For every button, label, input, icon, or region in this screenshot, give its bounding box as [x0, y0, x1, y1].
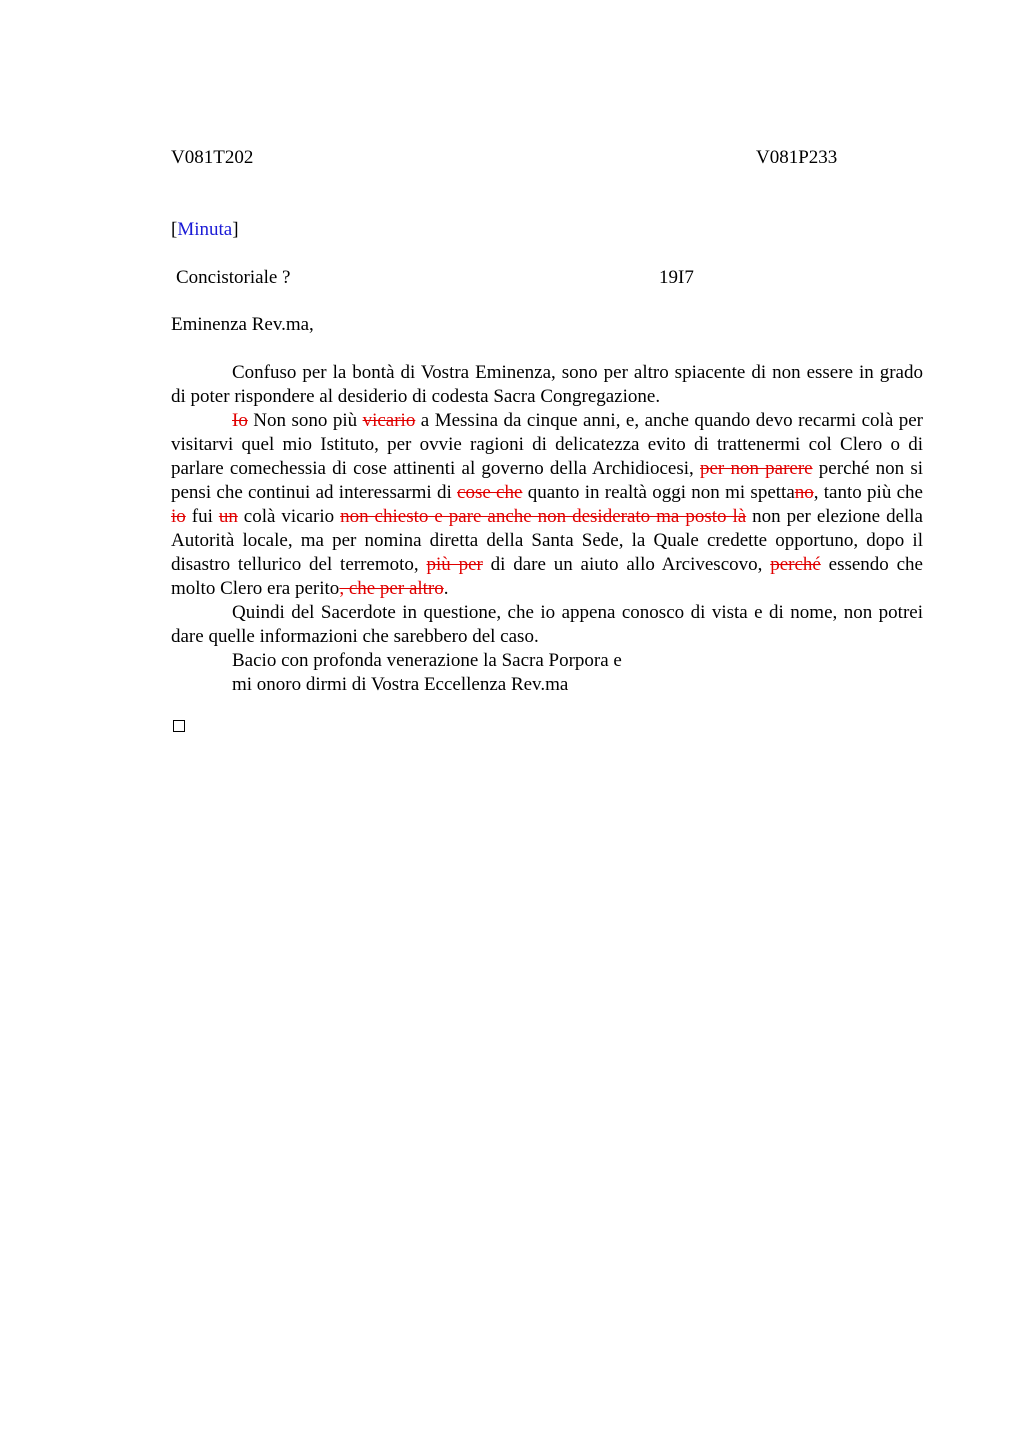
close-bracket: ]	[232, 219, 239, 240]
paragraph-text: quanto in realtà oggi non mi spetta	[522, 482, 795, 503]
checkbox-square-icon	[173, 720, 185, 732]
deleted-text: Io	[232, 410, 248, 431]
deleted-text: per non parere	[700, 458, 813, 479]
paragraph-text: Non sono più	[247, 410, 363, 431]
deleted-text: perché	[770, 554, 821, 575]
paragraph-1: Confuso per la bontà di Vostra Eminenza, sono per altro spiacente di non essere in grado di poter rispondere al desiderio di codesta Sacra Congregazione.	[171, 362, 923, 407]
left-document-code: V081T202	[171, 147, 254, 168]
deleted-text: non chiesto e pare anche non desiderato ma posto là	[340, 506, 747, 527]
paragraph-text: essendo che molto Clero era perito	[171, 554, 923, 599]
paragraph-text: colà vicario	[237, 506, 341, 527]
closing-line-1: Bacio con profonda venerazione la Sacra Porpora e	[232, 650, 622, 671]
letter-meta	[171, 267, 923, 291]
deleted-text: io	[171, 506, 186, 527]
right-document-code: V081P233	[756, 147, 838, 168]
paragraph-text: .	[443, 578, 449, 599]
deleted-text: più per	[426, 554, 483, 575]
deleted-text: , che per altro	[339, 578, 444, 599]
paragraph-text: , tanto più che	[813, 482, 923, 503]
paragraph-text: perché non si pensi che continui ad interessarmi di	[171, 458, 923, 503]
deleted-text: no	[794, 482, 814, 503]
letter-year: 19I7	[659, 267, 694, 288]
closing-line-2: mi onoro dirmi di Vostra Eccellenza Rev.ma	[232, 674, 569, 695]
document-type-label: Minuta	[177, 219, 233, 240]
salutation: Eminenza Rev.ma,	[171, 314, 314, 335]
paragraph-3: Quindi del Sacerdote in questione, che io appena conosco di vista e di nome, non potrei dare quelle informazioni che sarebbero del caso.	[171, 602, 923, 647]
paragraph-text: a Messina da cinque anni, e, anche quando devo recarmi colà per visitarvi quel mio Istituto, per ovvie ragioni di delicatezza evito di trattenermi col Clero o di parlare comechessia di cose attinenti al governo della Archidiocesi,	[171, 410, 923, 479]
paragraph-2	[171, 409, 923, 601]
letter-body	[171, 361, 923, 697]
deleted-text: cose che	[457, 482, 523, 503]
paragraph-text: fui	[185, 506, 219, 527]
open-bracket: [	[171, 219, 178, 240]
recipient-label: Concistoriale ?	[176, 267, 291, 288]
deleted-text: vicario	[362, 410, 416, 431]
document-type	[171, 219, 239, 241]
document-codes	[171, 147, 923, 171]
deleted-text: un	[218, 506, 238, 527]
paragraph-text: di dare un aiuto allo Arcivescovo,	[482, 554, 771, 575]
paragraph-text: non per elezione della Autorità locale, ma per nomina diretta della Santa Sede, la Quale credette opportuno, dopo il disastro tellurico del terremoto,	[171, 506, 923, 575]
